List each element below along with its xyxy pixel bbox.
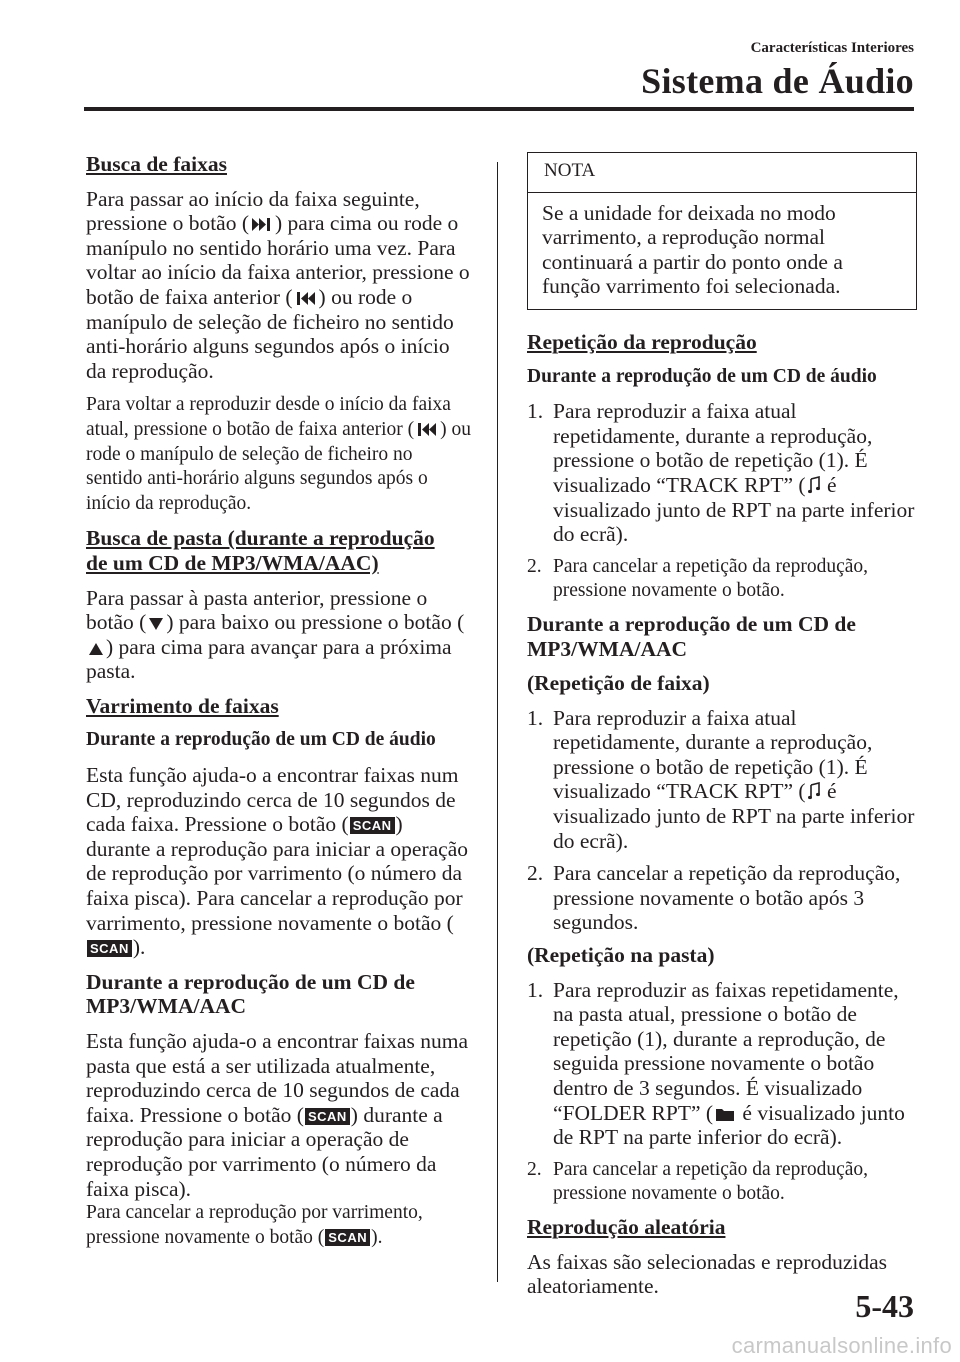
list-item: 2. Para cancelar a repetição da reprodução, pressione novamente o botão após 3 segundos. bbox=[527, 861, 901, 935]
scan-icon: SCAN bbox=[87, 940, 132, 957]
heading-busca-pasta: Busca de pasta (durante a reprodução de um CD de MP3/WMA/AAC) bbox=[86, 526, 435, 575]
previous-track-icon bbox=[295, 291, 317, 306]
up-arrow-icon bbox=[88, 642, 104, 656]
list-item: 1. Para reproduzir as faixas repetidamente, na pasta atual, pressione o botão de repetição (1), durante a reprodução, de seguida pressione novamente o botão dentro de 3 segundos. É visualizado “FOLDER RPT” ( é visualizado junto de RPT na parte inferior do ecrã). bbox=[527, 977, 905, 1150]
paragraph-aleatoria: As faixas são selecionadas e reproduzidas aleatoriamente. bbox=[527, 1249, 887, 1299]
scan-icon: SCAN bbox=[305, 1108, 350, 1125]
list-item: 1. Para reproduzir a faixa atual repetidamente, durante a reprodução, pressione o botão de repetição (1). É visualizado “TRACK RPT” ( é visualizado junto de RPT na parte inferior do ecrã). bbox=[527, 399, 915, 547]
music-note-icon bbox=[808, 476, 820, 494]
heading-repeticao: Repetição da reprodução bbox=[527, 329, 757, 354]
right-column bbox=[527, 152, 917, 1309]
paragraph-varrimento-cd: Esta função ajuda-o a encontrar faixas num CD, reproduzindo cerca de 10 segundos de cada faixa. Pressione o botão ( SCAN ) durante a reprodução para iniciar a operação de reprodução por varrimento (o número da faixa pisca). Para cancelar a reprodução por varrimento, pressione novamente o botão (SCAN ). bbox=[86, 763, 468, 960]
paragraph-varrimento-mp3: Esta função ajuda-o a encontrar faixas numa pasta que está a ser utilizada atualmente, reproduzindo cerca de 10 segundos de cada faixa. Pressione o botão ( SCAN ) durante a reprodução para iniciar a operação de reprodução por varrimento (o número da faixa pisca). bbox=[86, 1029, 469, 1201]
list-item: 1. Para reproduzir a faixa atual repetidamente, durante a reprodução, pressione o botão de repetição (1). É visualizado “TRACK RPT” ( é visualizado junto de RPT na parte inferior do ecrã). bbox=[527, 705, 915, 853]
note-body: Se a unidade for deixada no modo varrimento, a reprodução normal continuará a partir do ponto onde a função varrimento foi selecionada. bbox=[542, 200, 843, 299]
folder-icon bbox=[715, 1106, 735, 1122]
page-number: 5-43 bbox=[855, 1288, 914, 1324]
heading-aleatoria: Reprodução aleatória bbox=[527, 1214, 726, 1239]
music-note-icon bbox=[808, 782, 820, 800]
previous-track-icon bbox=[416, 422, 438, 437]
scan-icon: SCAN bbox=[350, 817, 395, 834]
subheading-cd-mp3: Durante a reprodução de um CD de MP3/WMA/AAC bbox=[527, 611, 856, 661]
page-title: Sistema de Áudio bbox=[641, 61, 914, 101]
paragraph-cancelar-varrimento: Para cancelar a reprodução por varrimento, pressione novamente o botão ( SCAN ). bbox=[86, 1202, 423, 1248]
paragraph-faixa-atual: Para voltar a reproduzir desde o início da faixa atual, pressione o botão de faixa anterior ( ) ou rode o manípulo de seleção de ficheiro no sentido anti-horário alguns segundos após o início da reprodução. bbox=[86, 394, 471, 514]
column-divider bbox=[497, 162, 498, 1282]
heading-busca-faixas: Busca de faixas bbox=[86, 152, 227, 176]
paragraph-busca-faixas: Para passar ao início da faixa seguinte, pressione o botão ( ) para cima ou rode o manípulo no sentido horário uma vez. Para voltar ao início da faixa anterior, pressione o botão de faixa anterior ( ) ou rode o manípulo de seleção de ficheiro no sentido anti-horário alguns segundos após o início da reprodução. bbox=[86, 186, 470, 383]
subheading-repeticao-pasta: (Repetição na pasta) bbox=[527, 943, 715, 968]
section-label: Características Interiores bbox=[750, 40, 914, 56]
subheading-cd-audio: Durante a reprodução de um CD de áudio bbox=[86, 729, 436, 751]
paragraph-busca-pasta: Para passar à pasta anterior, pressione o botão ( ) para baixo ou pressione o botão () para cima para avançar para a próxima pasta. bbox=[86, 585, 465, 684]
next-track-icon bbox=[251, 217, 273, 232]
note-heading: NOTA bbox=[528, 153, 916, 193]
scan-icon: SCAN bbox=[325, 1229, 370, 1246]
subheading-cd-audio: Durante a reprodução de um CD de áudio bbox=[527, 365, 877, 387]
down-arrow-icon bbox=[148, 617, 164, 631]
heading-varrimento: Varrimento de faixas bbox=[86, 693, 279, 718]
left-column bbox=[86, 152, 471, 1260]
list-item: 2. Para cancelar a repetição da reprodução, pressione novamente o botão. bbox=[527, 1158, 869, 1205]
watermark: carmanualsonline.info bbox=[731, 1333, 952, 1358]
subheading-cd-mp3: Durante a reprodução de um CD de MP3/WMA/AAC bbox=[86, 969, 415, 1019]
list-item: 2. Para cancelar a repetição da reprodução, pressione novamente o botão. bbox=[527, 555, 869, 602]
note-box bbox=[527, 152, 917, 310]
subheading-repeticao-faixa: (Repetição de faixa) bbox=[527, 671, 710, 696]
header-rule bbox=[84, 107, 914, 111]
